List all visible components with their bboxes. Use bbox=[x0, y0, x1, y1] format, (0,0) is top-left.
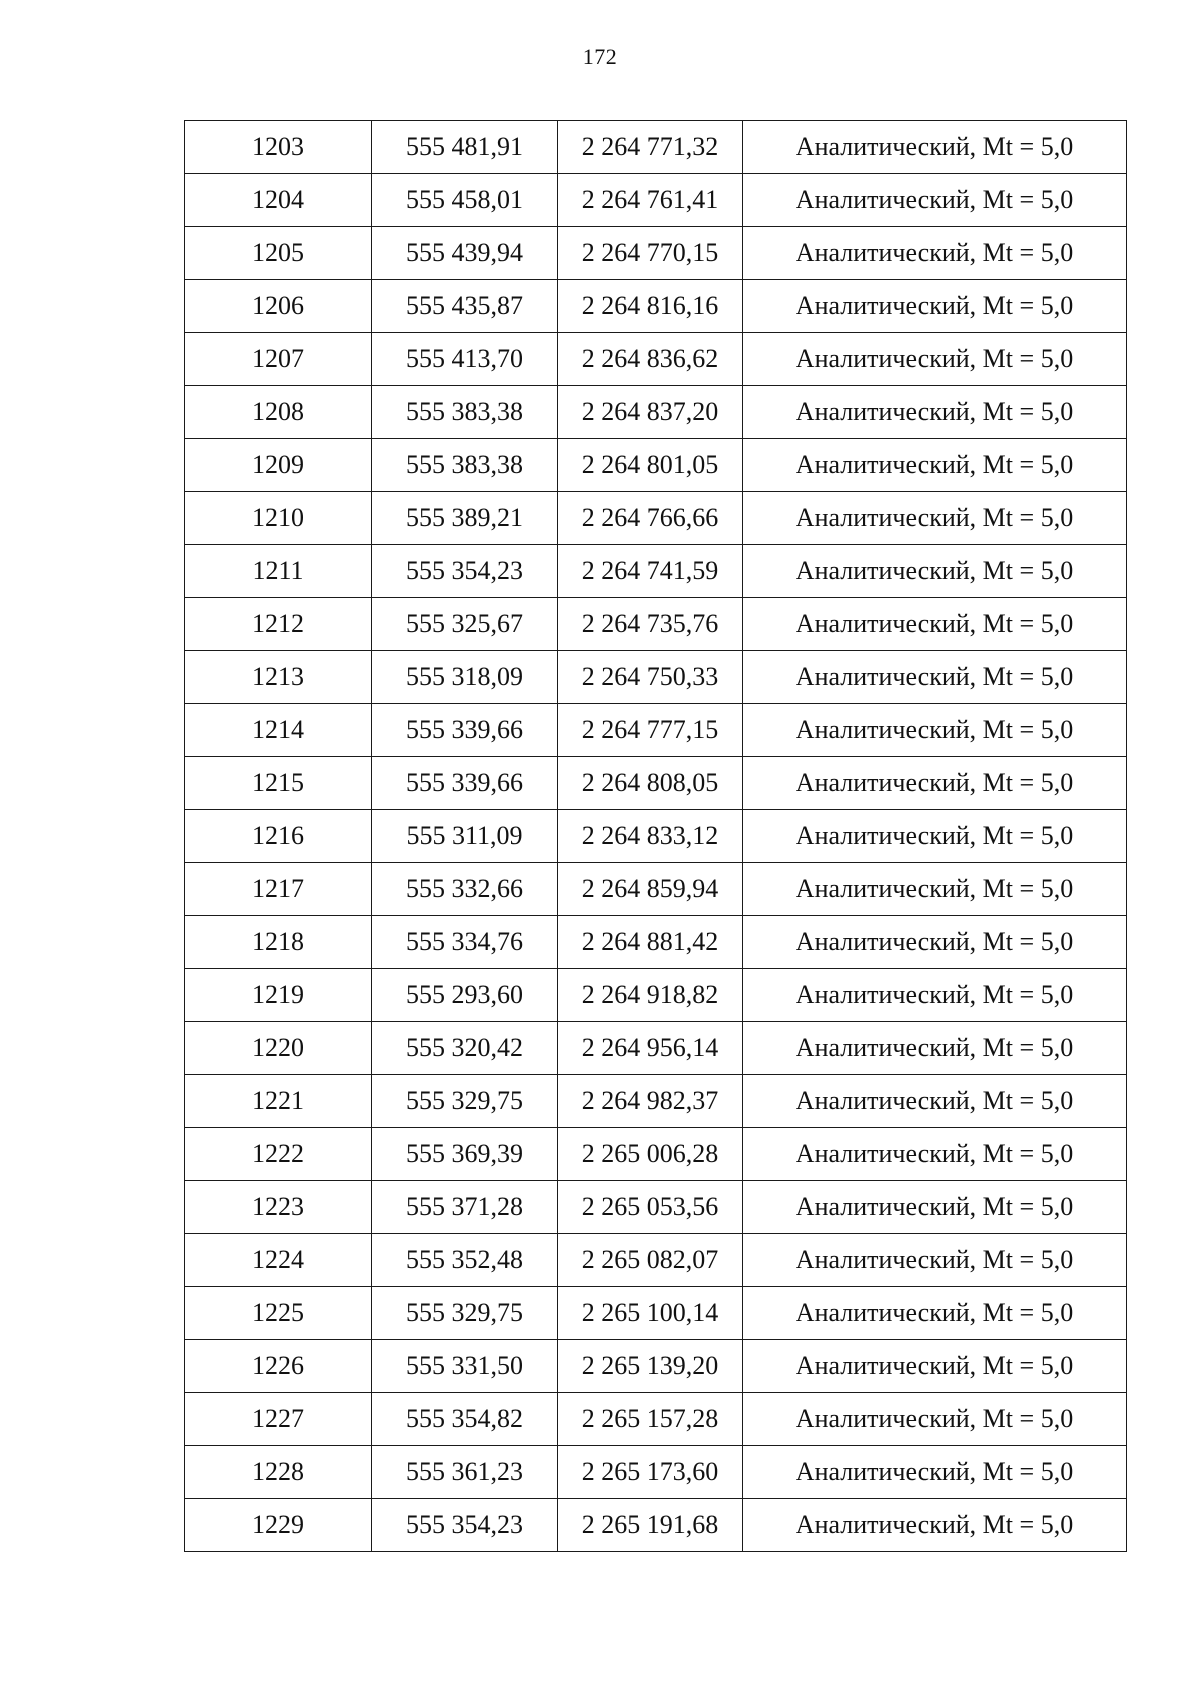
table-row bbox=[185, 1499, 1127, 1552]
table-row bbox=[185, 1393, 1127, 1446]
point-number-cell: 1229 bbox=[185, 1499, 372, 1552]
y-coordinate-cell: 2 265 191,68 bbox=[558, 1499, 743, 1552]
y-coordinate-cell: 2 264 833,12 bbox=[558, 810, 743, 863]
x-coordinate-cell: 555 354,23 bbox=[372, 545, 558, 598]
table-row bbox=[185, 969, 1127, 1022]
point-number-cell: 1204 bbox=[185, 174, 372, 227]
point-number-cell: 1209 bbox=[185, 439, 372, 492]
point-number-cell: 1228 bbox=[185, 1446, 372, 1499]
y-coordinate-cell: 2 265 173,60 bbox=[558, 1446, 743, 1499]
method-cell: Аналитический, Mt = 5,0 bbox=[743, 916, 1127, 969]
method-cell: Аналитический, Mt = 5,0 bbox=[743, 492, 1127, 545]
y-coordinate-cell: 2 264 808,05 bbox=[558, 757, 743, 810]
x-coordinate-cell: 555 371,28 bbox=[372, 1181, 558, 1234]
method-cell: Аналитический, Mt = 5,0 bbox=[743, 704, 1127, 757]
table-row bbox=[185, 227, 1127, 280]
point-number-cell: 1207 bbox=[185, 333, 372, 386]
y-coordinate-cell: 2 264 777,15 bbox=[558, 704, 743, 757]
x-coordinate-cell: 555 439,94 bbox=[372, 227, 558, 280]
method-cell: Аналитический, Mt = 5,0 bbox=[743, 1234, 1127, 1287]
table-row bbox=[185, 651, 1127, 704]
table-row bbox=[185, 704, 1127, 757]
method-cell: Аналитический, Mt = 5,0 bbox=[743, 1446, 1127, 1499]
x-coordinate-cell: 555 383,38 bbox=[372, 386, 558, 439]
table-row bbox=[185, 757, 1127, 810]
x-coordinate-cell: 555 332,66 bbox=[372, 863, 558, 916]
method-cell: Аналитический, Mt = 5,0 bbox=[743, 1181, 1127, 1234]
method-cell: Аналитический, Mt = 5,0 bbox=[743, 439, 1127, 492]
y-coordinate-cell: 2 264 816,16 bbox=[558, 280, 743, 333]
y-coordinate-cell: 2 264 750,33 bbox=[558, 651, 743, 704]
y-coordinate-cell: 2 265 139,20 bbox=[558, 1340, 743, 1393]
point-number-cell: 1225 bbox=[185, 1287, 372, 1340]
method-cell: Аналитический, Mt = 5,0 bbox=[743, 757, 1127, 810]
x-coordinate-cell: 555 481,91 bbox=[372, 121, 558, 174]
y-coordinate-cell: 2 264 836,62 bbox=[558, 333, 743, 386]
x-coordinate-cell: 555 329,75 bbox=[372, 1075, 558, 1128]
point-number-cell: 1210 bbox=[185, 492, 372, 545]
x-coordinate-cell: 555 354,23 bbox=[372, 1499, 558, 1552]
y-coordinate-cell: 2 264 741,59 bbox=[558, 545, 743, 598]
method-cell: Аналитический, Mt = 5,0 bbox=[743, 1287, 1127, 1340]
x-coordinate-cell: 555 329,75 bbox=[372, 1287, 558, 1340]
table-row bbox=[185, 1075, 1127, 1128]
x-coordinate-cell: 555 458,01 bbox=[372, 174, 558, 227]
table-row bbox=[185, 1022, 1127, 1075]
table-row bbox=[185, 1128, 1127, 1181]
x-coordinate-cell: 555 318,09 bbox=[372, 651, 558, 704]
point-number-cell: 1218 bbox=[185, 916, 372, 969]
point-number-cell: 1212 bbox=[185, 598, 372, 651]
method-cell: Аналитический, Mt = 5,0 bbox=[743, 1128, 1127, 1181]
table-row bbox=[185, 1234, 1127, 1287]
point-number-cell: 1222 bbox=[185, 1128, 372, 1181]
table-row bbox=[185, 121, 1127, 174]
table-row bbox=[185, 810, 1127, 863]
y-coordinate-cell: 2 264 881,42 bbox=[558, 916, 743, 969]
method-cell: Аналитический, Mt = 5,0 bbox=[743, 1022, 1127, 1075]
x-coordinate-cell: 555 354,82 bbox=[372, 1393, 558, 1446]
point-number-cell: 1216 bbox=[185, 810, 372, 863]
point-number-cell: 1208 bbox=[185, 386, 372, 439]
y-coordinate-cell: 2 264 918,82 bbox=[558, 969, 743, 1022]
y-coordinate-cell: 2 264 735,76 bbox=[558, 598, 743, 651]
table-row bbox=[185, 333, 1127, 386]
table-row bbox=[185, 545, 1127, 598]
x-coordinate-cell: 555 383,38 bbox=[372, 439, 558, 492]
table-row bbox=[185, 1340, 1127, 1393]
y-coordinate-cell: 2 264 837,20 bbox=[558, 386, 743, 439]
y-coordinate-cell: 2 265 082,07 bbox=[558, 1234, 743, 1287]
point-number-cell: 1220 bbox=[185, 1022, 372, 1075]
y-coordinate-cell: 2 264 801,05 bbox=[558, 439, 743, 492]
y-coordinate-cell: 2 264 766,66 bbox=[558, 492, 743, 545]
y-coordinate-cell: 2 265 006,28 bbox=[558, 1128, 743, 1181]
point-number-cell: 1211 bbox=[185, 545, 372, 598]
x-coordinate-cell: 555 311,09 bbox=[372, 810, 558, 863]
table-row bbox=[185, 386, 1127, 439]
method-cell: Аналитический, Mt = 5,0 bbox=[743, 1075, 1127, 1128]
y-coordinate-cell: 2 264 761,41 bbox=[558, 174, 743, 227]
table-row bbox=[185, 492, 1127, 545]
point-number-cell: 1227 bbox=[185, 1393, 372, 1446]
table-row bbox=[185, 916, 1127, 969]
method-cell: Аналитический, Mt = 5,0 bbox=[743, 651, 1127, 704]
x-coordinate-cell: 555 361,23 bbox=[372, 1446, 558, 1499]
method-cell: Аналитический, Mt = 5,0 bbox=[743, 280, 1127, 333]
y-coordinate-cell: 2 265 100,14 bbox=[558, 1287, 743, 1340]
method-cell: Аналитический, Mt = 5,0 bbox=[743, 121, 1127, 174]
point-number-cell: 1223 bbox=[185, 1181, 372, 1234]
method-cell: Аналитический, Mt = 5,0 bbox=[743, 598, 1127, 651]
x-coordinate-cell: 555 293,60 bbox=[372, 969, 558, 1022]
method-cell: Аналитический, Mt = 5,0 bbox=[743, 227, 1127, 280]
x-coordinate-cell: 555 435,87 bbox=[372, 280, 558, 333]
table-row bbox=[185, 1181, 1127, 1234]
method-cell: Аналитический, Mt = 5,0 bbox=[743, 174, 1127, 227]
coordinates-table-body bbox=[185, 121, 1127, 1552]
method-cell: Аналитический, Mt = 5,0 bbox=[743, 810, 1127, 863]
table-row bbox=[185, 863, 1127, 916]
point-number-cell: 1213 bbox=[185, 651, 372, 704]
x-coordinate-cell: 555 369,39 bbox=[372, 1128, 558, 1181]
y-coordinate-cell: 2 264 771,32 bbox=[558, 121, 743, 174]
method-cell: Аналитический, Mt = 5,0 bbox=[743, 1499, 1127, 1552]
point-number-cell: 1205 bbox=[185, 227, 372, 280]
point-number-cell: 1224 bbox=[185, 1234, 372, 1287]
table-row bbox=[185, 439, 1127, 492]
point-number-cell: 1226 bbox=[185, 1340, 372, 1393]
method-cell: Аналитический, Mt = 5,0 bbox=[743, 969, 1127, 1022]
x-coordinate-cell: 555 339,66 bbox=[372, 757, 558, 810]
y-coordinate-cell: 2 264 859,94 bbox=[558, 863, 743, 916]
table-row bbox=[185, 1287, 1127, 1340]
y-coordinate-cell: 2 265 157,28 bbox=[558, 1393, 743, 1446]
x-coordinate-cell: 555 320,42 bbox=[372, 1022, 558, 1075]
method-cell: Аналитический, Mt = 5,0 bbox=[743, 1393, 1127, 1446]
table-row bbox=[185, 598, 1127, 651]
method-cell: Аналитический, Mt = 5,0 bbox=[743, 333, 1127, 386]
point-number-cell: 1221 bbox=[185, 1075, 372, 1128]
x-coordinate-cell: 555 339,66 bbox=[372, 704, 558, 757]
method-cell: Аналитический, Mt = 5,0 bbox=[743, 1340, 1127, 1393]
point-number-cell: 1215 bbox=[185, 757, 372, 810]
y-coordinate-cell: 2 264 982,37 bbox=[558, 1075, 743, 1128]
method-cell: Аналитический, Mt = 5,0 bbox=[743, 863, 1127, 916]
y-coordinate-cell: 2 264 956,14 bbox=[558, 1022, 743, 1075]
table-row bbox=[185, 280, 1127, 333]
x-coordinate-cell: 555 389,21 bbox=[372, 492, 558, 545]
method-cell: Аналитический, Mt = 5,0 bbox=[743, 386, 1127, 439]
coordinates-table bbox=[184, 120, 1127, 1552]
y-coordinate-cell: 2 265 053,56 bbox=[558, 1181, 743, 1234]
point-number-cell: 1219 bbox=[185, 969, 372, 1022]
table-row bbox=[185, 174, 1127, 227]
x-coordinate-cell: 555 334,76 bbox=[372, 916, 558, 969]
page-number: 172 bbox=[582, 44, 618, 69]
x-coordinate-cell: 555 352,48 bbox=[372, 1234, 558, 1287]
table-row bbox=[185, 1446, 1127, 1499]
point-number-cell: 1206 bbox=[185, 280, 372, 333]
point-number-cell: 1203 bbox=[185, 121, 372, 174]
point-number-cell: 1214 bbox=[185, 704, 372, 757]
x-coordinate-cell: 555 325,67 bbox=[372, 598, 558, 651]
method-cell: Аналитический, Mt = 5,0 bbox=[743, 545, 1127, 598]
x-coordinate-cell: 555 331,50 bbox=[372, 1340, 558, 1393]
point-number-cell: 1217 bbox=[185, 863, 372, 916]
x-coordinate-cell: 555 413,70 bbox=[372, 333, 558, 386]
y-coordinate-cell: 2 264 770,15 bbox=[558, 227, 743, 280]
